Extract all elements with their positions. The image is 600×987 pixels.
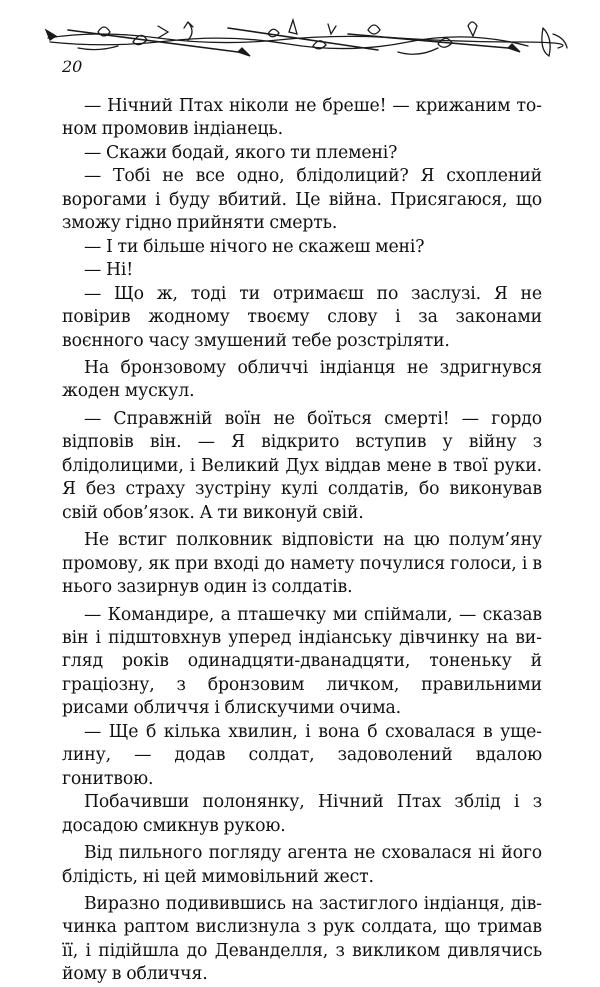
paragraph: — Що ж, тоді ти отримаєш по заслузі. Я не повірив жодному твоєму слову і за законами воєнного часу змушений тебе розстріляти. [62,283,542,351]
paragraph: Побачивши полонянку, Нічний Птах зблід і з досадою смикнув рукою. [62,792,542,836]
paragraph: — Командире, а пташечку ми спіймали, — сказав він і підштовхнув уперед індіанську дівчинку на вигляд років одинадцяти-дванадцяти, тоненьку й граціозну, з бронзовим личком, правильними рисами обличчя і блискучими очима. [62,604,542,719]
paragraph: — Ні! [84,260,134,281]
paragraph: — Справжній воїн не боїться смерті! — гордо відповів він. — Я відкрито вступив у війну з блідолицими, і Великий Дух віддав мене в твої руки. Я без страху зустріну кулі солдатів, бо виконував свій обов’язок. А ти виконуй свій. [62,408,542,523]
paragraph: Не встиг полковник відповісти на цю полум’яну промову, як при вході до намету почулися голоси, і в нього зазирнув один із солдатів. [62,530,542,598]
paragraph: На бронзовому обличчі індіанця не здригнувся жоден мускул. [62,357,542,402]
paragraph: — Тобі не все одно, блідолиций? Я схоплений ворогами і буду вбитий. Це війна. Присягаюся, що зможу гідно прийняти смерть. [62,166,542,234]
paragraph: — Ще б кілька хвилин, і вона б сховалася в ущелину, — додав солдат, задоволений вдалою гонитвою. [62,721,542,789]
paragraph: — І ти більше нічого не скажеш мені? [84,236,425,257]
paragraph: — Нічний Птах ніколи не бреше! — крижаним тоном промовив індіанець. [62,96,542,140]
paragraph: Виразно подивившись на застиглого індіанця, дівчинка раптом вислизнула з рук солдата, що тримав її, і підійшла до Деванделля, з викликом дивлячись йому в обличчя. [62,893,542,985]
paragraph: — Скажи бодай, якого ти племені? [84,142,398,163]
paragraph: Від пильного погляду агента не сховалася ні його блідість, ні цей мимовільний жест. [62,843,542,887]
body-text [62,95,542,987]
vine-and-weapons-ornament-icon [38,8,578,68]
page-number: 20 [62,57,83,76]
